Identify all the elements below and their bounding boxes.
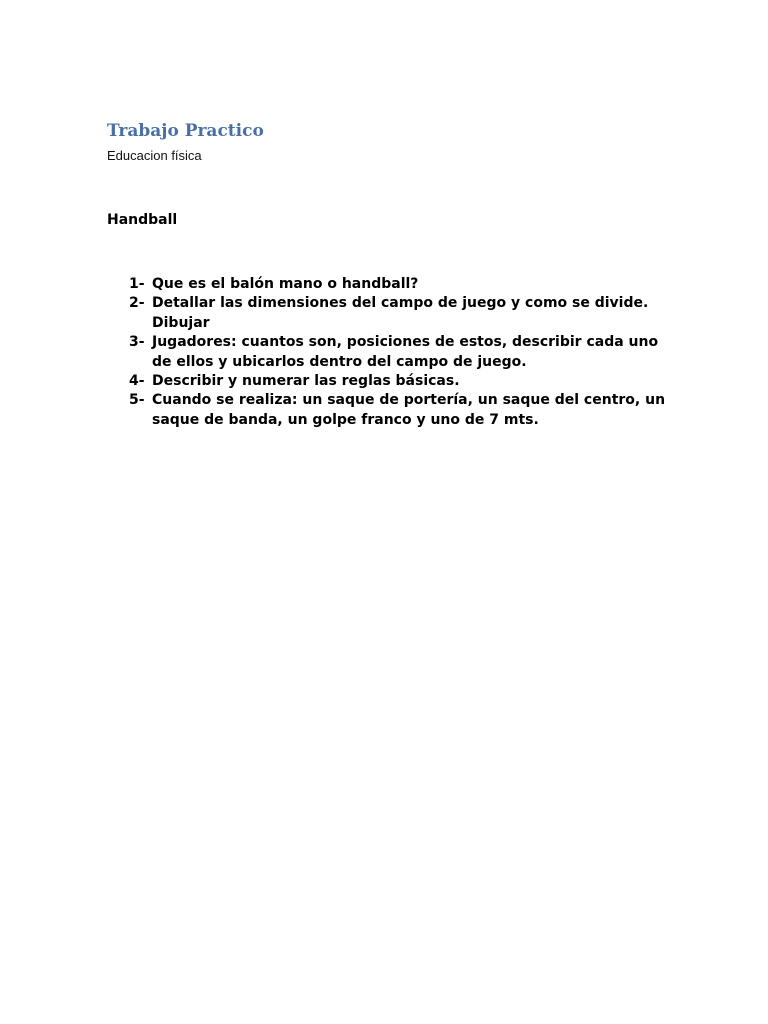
question-item-5 <box>129 391 669 430</box>
question-number: 4- <box>129 373 145 390</box>
question-number: 3- <box>129 334 145 351</box>
question-number: 1- <box>129 276 145 292</box>
question-text: Detallar las dimensiones del campo de juego y como se divide. Dibujar <box>152 295 649 331</box>
question-number: 5- <box>129 392 145 409</box>
question-text: Cuando se realiza: un saque de portería, un saque del centro, un saque de banda, un golpe franco y uno de 7 mts. <box>152 392 666 428</box>
question-item-2 <box>129 294 669 333</box>
question-text: Describir y numerar las reglas básicas. <box>152 373 460 390</box>
question-text: Jugadores: cuantos son, posiciones de estos, describir cada uno de ellos y ubicarlos dentro del campo de juego. <box>152 334 659 370</box>
question-item-3 <box>129 333 669 372</box>
document-title: Trabajo Practico <box>107 121 264 141</box>
document-subtitle: Educacion física <box>107 148 202 163</box>
question-number: 2- <box>129 295 145 312</box>
question-list <box>129 275 669 430</box>
question-item-4 <box>129 372 669 391</box>
question-item-1 <box>129 275 669 294</box>
section-heading: Handball <box>107 212 178 228</box>
question-text: Que es el balón mano o handball? <box>152 276 419 292</box>
